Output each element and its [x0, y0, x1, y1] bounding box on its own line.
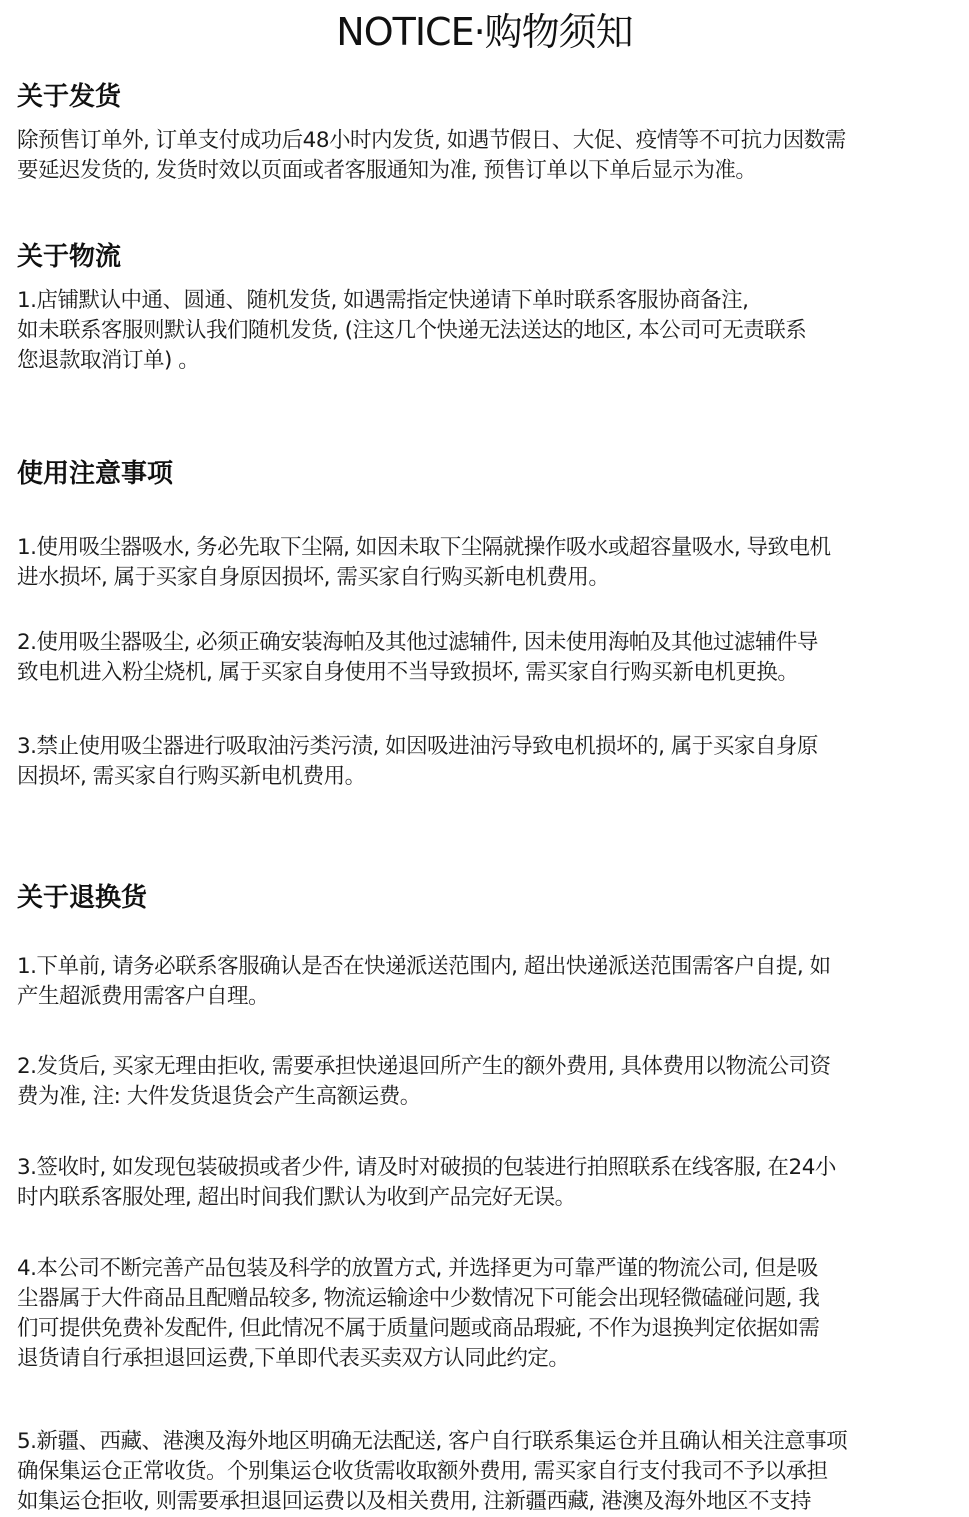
section-heading-logistics: 关于物流	[17, 242, 122, 272]
text-line: 您退款取消订单) 。	[17, 348, 200, 373]
text-line: 尘器属于大件商品且配赠品较多, 物流运输途中少数情况下可能会出现轻微磕碰问题, 我	[17, 1286, 820, 1311]
text-line: 1.下单前, 请务必联系客服确认是否在快递派送范围内, 超出快递派送范围需客户自提, 如	[17, 954, 831, 979]
section-heading-returns: 关于退换货	[17, 883, 148, 913]
text-line: 2.发货后, 买家无理由拒收, 需要承担快递退回所产生的额外费用, 具体费用以物流公司资	[17, 1054, 831, 1079]
text-line: 们可提供免费补发配件, 但此情况不属于质量问题或商品瑕疵, 不作为退换判定依据如需	[17, 1316, 820, 1341]
text-line: 因损坏, 需买家自行购买新电机费用。	[17, 764, 366, 789]
usage-item-3	[17, 732, 952, 792]
text-line: 除预售订单外, 订单支付成功后48小时内发货, 如遇节假日、大促、疫情等不可抗力因数需	[17, 128, 846, 153]
text-line: 4.本公司不断完善产品包装及科学的放置方式, 并选择更为可靠严谨的物流公司, 但是吸	[17, 1256, 818, 1281]
usage-item-1	[17, 533, 952, 593]
text-line: 如集运仓拒收, 则需要承担退回运费以及相关费用, 注新疆西藏, 港澳及海外地区不支持	[17, 1489, 812, 1514]
text-line: 要延迟发货的, 发货时效以页面或者客服通知为准, 预售订单以下单后显示为准。	[17, 158, 757, 183]
returns-item-1	[17, 952, 952, 1012]
text-line: 进水损坏, 属于买家自身原因损坏, 需买家自行购买新电机费用。	[17, 565, 610, 590]
text-line: 2.使用吸尘器吸尘, 必须正确安装海帕及其他过滤辅件, 因未使用海帕及其他过滤辅件导	[17, 630, 818, 655]
returns-item-3	[17, 1153, 952, 1213]
text-line: 5.新疆、西藏、港澳及海外地区明确无法配送, 客户自行联系集运仓并且确认相关注意事项	[17, 1429, 848, 1454]
text-line: 退货请自行承担退回运费,下单即代表买卖双方认同此约定。	[17, 1346, 570, 1371]
text-line: 致电机进入粉尘烧机, 属于买家自身使用不当导致损坏, 需买家自行购买新电机更换。	[17, 660, 799, 685]
text-line: 3.签收时, 如发现包装破损或者少件, 请及时对破损的包装进行拍照联系在线客服, 在24小	[17, 1155, 836, 1180]
returns-item-4	[17, 1254, 952, 1374]
section-heading-shipping: 关于发货	[17, 82, 122, 112]
text-line: 1.店铺默认中通、圆通、随机发货, 如遇需指定快递请下单时联系客服协商备注,	[17, 288, 749, 313]
text-line: 1.使用吸尘器吸水, 务必先取下尘隔, 如因未取下尘隔就操作吸水或超容量吸水, 导致电机	[17, 535, 831, 560]
usage-item-2	[17, 628, 952, 688]
text-line: 时内联系客服处理, 超出时间我们默认为收到产品完好无误。	[17, 1185, 576, 1210]
shipping-paragraph	[17, 126, 952, 186]
text-line: 确保集运仓正常收货。个别集运仓收货需收取额外费用, 需买家自行支付我司不予以承担	[17, 1459, 828, 1484]
returns-item-5	[17, 1427, 952, 1517]
returns-item-2	[17, 1052, 952, 1112]
logistics-paragraph	[17, 286, 952, 376]
text-line: 3.禁止使用吸尘器进行吸取油污类污渍, 如因吸进油污导致电机损坏的, 属于买家自身原	[17, 734, 818, 759]
section-heading-usage: 使用注意事项	[17, 459, 174, 489]
page-title: NOTICE·购物须知	[336, 10, 633, 54]
text-line: 如未联系客服则默认我们随机发货, (注这几个快递无法送达的地区, 本公司可无责联系	[17, 318, 807, 343]
text-line: 产生超派费用需客户自理。	[17, 984, 270, 1009]
text-line: 费为准, 注: 大件发货退货会产生高额运费。	[17, 1084, 421, 1109]
